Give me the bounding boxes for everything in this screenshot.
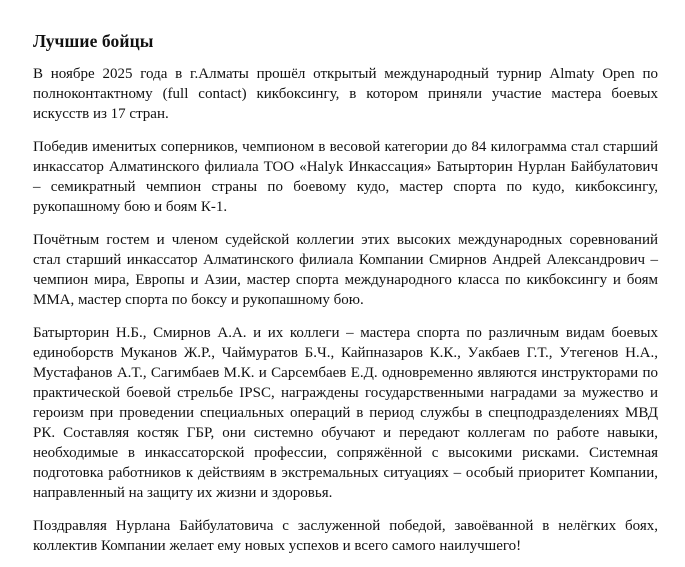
article [33,30,658,556]
article-paragraph-champion: Победив именитых соперников, чемпионом в весовой категории до 84 килограмма стал старший инкассатор Алматинского филиала ТОО «Halyk Инкассация» Батырторин Нурлан Байбулатович – семикратный чемпион страны по боевому кудо, мастер спорта по кудо, кикбоксингу, рукопашному бою и боям К-1. [33,139,658,215]
article-paragraph-guest-judge: Почётным гостем и членом судейской коллегии этих высоких международных соревнований стал старший инкассатор Алматинского филиала Компании Смирнов Андрей Александрович – чемпион мира, Европы и Азии, мастер спорта международного класса по кикбоксингу и боям ММА, мастер спорта по боксу и рукопашному бою. [33,232,658,308]
article-paragraph-tournament: В ноябре 2025 года в г.Алматы прошёл открытый международный турнир Almaty Open по полноконтактному (full contact) кикбоксингу, в котором приняли участие мастера боевых искусств из 17 стран. [33,66,658,122]
article-title: Лучшие бойцы [33,31,154,51]
article-paragraph-congratulations: Поздравляя Нурлана Байбулатовича с заслуженной победой, завоёванной в нелёгких боях, коллектив Компании желает ему новых успехов и всего самого наилучшего! [33,518,658,554]
article-paragraph-colleagues: Батырторин Н.Б., Смирнов А.А. и их коллеги – мастера спорта по различным видам боевых единоборств Муканов Ж.Р., Чаймуратов Б.Ч., Кайпназаров К.К., Уакбаев Г.Т., Утегенов Н.А., Мустафанов А.Т., Сагимбаев М.К. и Сарсембаев Е.Д. одновременно являются инструкторами по практической боевой стрельбе IPSC, награждены государственными наградами за мужество и героизм при проведении специальных операций в период службы в спецподразделениях МВД РК. Составляя костяк ГБР, они системно обучают и передают коллегам по работе навыки, необходимые в инкассаторской профессии, сопряжённой с высокими рисками. Системная подготовка работников к действиям в экстремальных ситуациях – особый приоритет Компании, направленный на защиту их жизни и здоровья. [33,325,658,501]
